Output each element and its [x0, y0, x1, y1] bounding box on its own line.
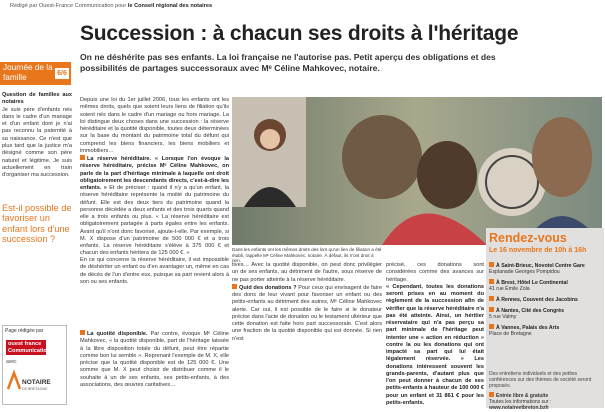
article-paragraph: précisé, ces donations sont considérées comme des avances sur héritage. « Cependant, toutes les donations seront prises en au moment du règlement de la succession afin de vérifier que la réserve héréditaire n'a pas été atteinte. Ainsi, un héritier réservataire qui n'a pas perçu sa part minimale de l'héritage peut intenter une « action en réduction » contre la ou les donations qui ont impacté sa part qui lui était légalement réservée. » Les donations intéressent souvent les grands-parents, d'autant plus que l'on peut donner à chacun de ses petits-enfants à hauteur de 100 000 € pour un enfant et 31 861 € pour les petits-enfants.	[386, 262, 484, 406]
intro-text: Question de familles aux notaires Je suis père d'enfants nés dans le cadre d'un mariage et d'un enfant dont je n'ai pas reconnu la paternité à sa naissance. Ce n'est que plus tard que la justice m'a désigné comme son père naturel et légitime. Je suis actuellement en train d'organiser ma succession.	[2, 92, 72, 179]
family-photo	[232, 97, 602, 245]
sidebar-question: Est-il possible de favoriser un enfant lors d'une succession ?	[2, 203, 72, 245]
list-item: À Vannes, Palais des Arts Place de Bretagne	[489, 325, 560, 338]
notaire-logo	[6, 369, 64, 393]
rendezvous-info: Entrée libre & gratuite Toutes les informations sur : www.notaireetbreton.bzh	[489, 393, 552, 412]
list-item: À Saint-Brieuc, Novotel Centre Gare Esplanade Georges Pompidou	[489, 263, 585, 276]
ouest-france-logo: ouest france Communication	[8, 341, 51, 354]
section-title: Journée de la famille	[3, 63, 53, 82]
article-paragraph: En ce qui concerne la réserve héréditaire, il est impossible de déshériter un enfant ou d'en avantager un, même en cas de décès de l'un d'entre eux, puisque sa part revient alors à son ou ses enfants.	[80, 257, 229, 285]
list-item: À Nantes, Cité des Congrès 5 rue Valmy	[489, 307, 565, 321]
rendezvous-title: Rendez-vous	[489, 231, 567, 245]
rendezvous-list	[489, 262, 603, 341]
article-title: Succession : à chacun ses droits à l'héritage	[80, 22, 519, 45]
article-paragraph: Depuis une loi du 1er juillet 2006, tous les enfants ont les mêmes droits, quels que soient leurs liens de filiation qu'ils soient nés dans le cadre d'un mariage ou hors mariage. La loi distingue deux choses dans une succession : la réserve héréditaire et la quotité disponible, toutes deux déterminées sur la base du montant du patrimoine total du défunt qui comprend les biens financiers, les biens mobiliers et immobiliers… La réserve héréditaire. « Lorsque l'on évoque la réserve héréditaire, précise Mᵉ Céline Mahkovec, on parle de la part d'héritage minimale à laquelle ont droit obligatoirement les descendants directs, c'est-à-dire les enfants. » Et de préciser : quand il n'y a qu'un enfant, la réserve héréditaire représente la moitié du patrimoine du défunt. Elle est des deux tiers du patrimoine quand la personne décédée a deux enfants et des trois quarts quand elle a trois enfants ou plus. « La réserve héréditaire est obligatoirement partagée à parts égales entre les enfants. Avant qu'il n'ont donc favorisé, ajoute-t-elle. Par exemple, si M. X dispose d'un patrimoine de 500 000 € et a trois enfants. La réserve héréditaire s'élève à 375 000 € et chacun des enfants héritera de 125 000 €. »	[80, 97, 229, 257]
article-paragraph: La quotité disponible. Par contre, évoque Mᵉ Céline Mahkovec, « la quotité disponible, part de l'héritage laissée à la libre disposition totale du défunt, peut être répartie comme bon lui semble ». Reprenant l'exemple de M. X, elle précise que la quotité disponible est de 125 000 €. Une somme que M. X peut choisir de distribuer comme il le souhaite à un de ses enfants, ses petits-enfants, à des associations, des œuvres caritatives…	[80, 331, 229, 388]
article-lead: On ne déshérite pas ses enfants. La loi française ne l'autorise pas. Petit aperçu des obligations et des possibilités de partages successoraux avec Mᵉ Céline Mahkovec, notaire.	[80, 52, 496, 73]
list-item: À Brest, Hôtel Le Continental 41 rue Émile Zola	[489, 280, 568, 293]
section-number: 6/6	[55, 68, 69, 79]
rendezvous-date: Le 16 novembre de 10h à 16h	[489, 247, 587, 254]
rendezvous-description: Des entretiens individuels et des petites conférences sur des thèmes de société seront proposés.	[489, 371, 592, 390]
section-banner	[0, 62, 71, 85]
rendezvous-box	[486, 228, 604, 412]
photo-caption: Dans les enfants ont les mêmes droits des lors qu'un lien de filiation a été établi, rappelle Mᵉ Céline Mahkovec, notaire. À défaut, ils n'ont droit à rien.	[232, 247, 382, 264]
logo-box: Page rédigée par ouest france Communication avec NOTAIRE DE BRETAGNE	[2, 325, 67, 405]
credit-line: Rédigé par Ouest-France Communication pour le Conseil régional des notaires	[10, 3, 213, 9]
svg-text:NOTAIRE: NOTAIRE	[22, 379, 51, 386]
article-paragraph: tives… Avec la quotité disponible, on peut donc privilégier un de ses enfants, au détriment de l'autre, sous réserve de ne pas porter atteinte à la réserve héréditaire. Quid des donations ? Pour ceux qui envisagent de faire des dons de leur vivant pour favoriser un enfant ou des petits-enfants au détriment des autres, Mᵉ Céline Mahkovec alerte. Car oui, il est possible de le faire si le donateur précise dans l'acte de donation ou le testament ultérieur que cette donation est faite hors part successorale. C'est alors une fraction de la quotité disponible qui est donnée. Si rien n'est	[232, 262, 383, 342]
list-item: À Rennes, Couvent des Jacobins	[489, 296, 603, 303]
website-link[interactable]: www.notaireetbreton.bzh	[489, 405, 549, 412]
svg-text:DE BRETAGNE: DE BRETAGNE	[22, 387, 48, 391]
